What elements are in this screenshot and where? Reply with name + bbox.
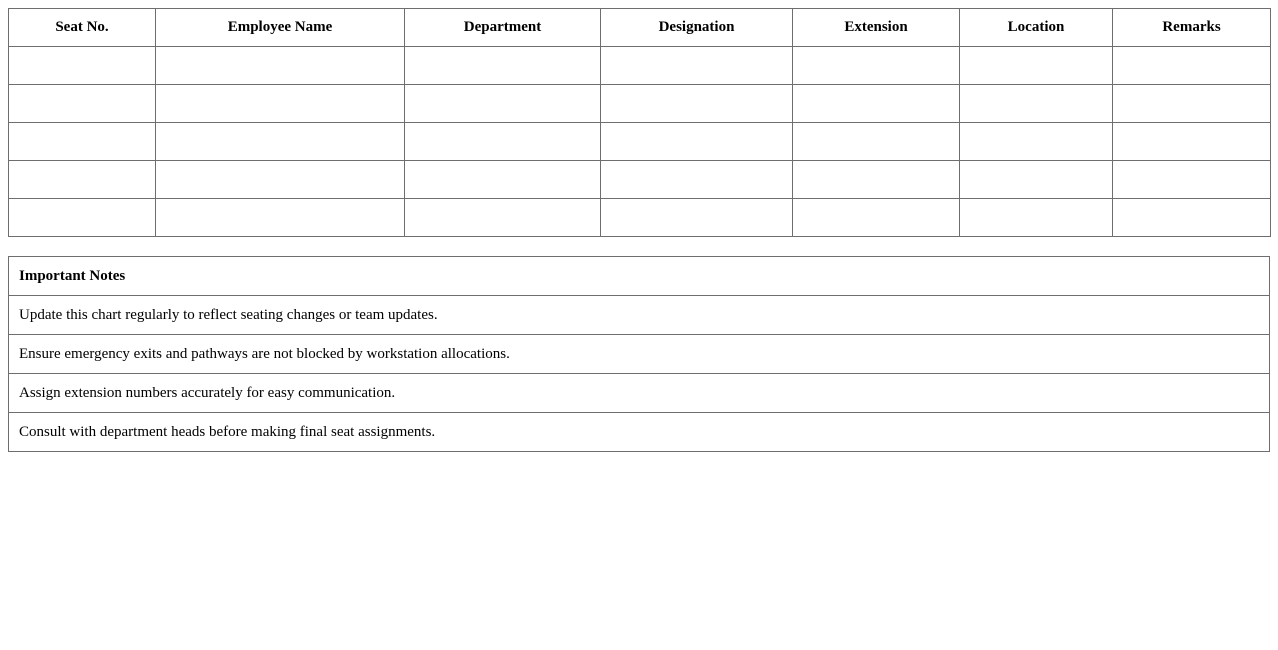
table-cell [405,199,601,237]
notes-title: Important Notes [9,257,1270,296]
table-cell [1113,123,1271,161]
note-item: Assign extension numbers accurately for easy communication. [9,374,1270,413]
table-cell [960,85,1113,123]
table-cell [960,199,1113,237]
column-header-department: Department [405,9,601,47]
table-row [9,85,1271,123]
note-item: Ensure emergency exits and pathways are not blocked by workstation allocations. [9,335,1270,374]
column-header-location: Location [960,9,1113,47]
note-row [9,413,1270,452]
table-row [9,161,1271,199]
column-header-remarks: Remarks [1113,9,1271,47]
table-cell [156,123,405,161]
table-cell [601,199,793,237]
note-item: Update this chart regularly to reflect seating changes or team updates. [9,296,1270,335]
note-item: Consult with department heads before making final seat assignments. [9,413,1270,452]
column-header-employee-name: Employee Name [156,9,405,47]
table-cell [9,161,156,199]
column-header-seat-no: Seat No. [9,9,156,47]
table-cell [960,161,1113,199]
table-cell [793,199,960,237]
table-row [9,47,1271,85]
table-cell [1113,199,1271,237]
table-row [9,123,1271,161]
table-cell [156,161,405,199]
table-cell [156,85,405,123]
table-cell [1113,161,1271,199]
table-cell [601,161,793,199]
table-cell [601,47,793,85]
table-cell [601,123,793,161]
table-header-row [9,9,1271,47]
note-row [9,374,1270,413]
table-cell [960,123,1113,161]
column-header-designation: Designation [601,9,793,47]
note-row [9,296,1270,335]
table-cell [1113,85,1271,123]
notes-header-row [9,257,1270,296]
table-cell [1113,47,1271,85]
table-cell [405,85,601,123]
column-header-extension: Extension [793,9,960,47]
seating-chart-table [8,8,1271,237]
note-row [9,335,1270,374]
table-cell [156,47,405,85]
table-cell [793,123,960,161]
table-cell [960,47,1113,85]
table-cell [405,123,601,161]
table-cell [793,161,960,199]
table-cell [601,85,793,123]
table-cell [405,161,601,199]
important-notes-table [8,256,1270,452]
table-cell [9,123,156,161]
table-cell [9,85,156,123]
table-cell [793,47,960,85]
table-cell [793,85,960,123]
table-cell [9,199,156,237]
table-cell [9,47,156,85]
table-row [9,199,1271,237]
table-cell [405,47,601,85]
table-cell [156,199,405,237]
